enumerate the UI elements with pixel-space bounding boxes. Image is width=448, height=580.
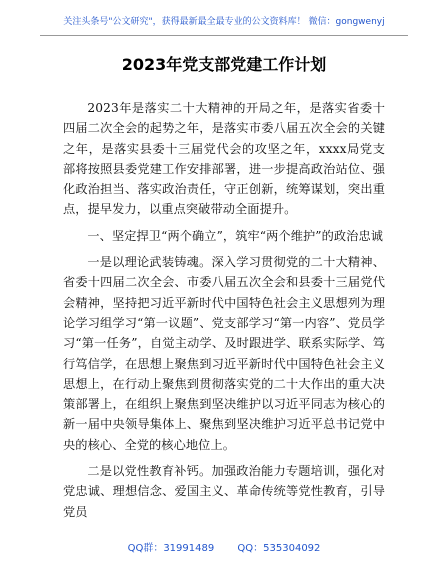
paragraph-point-1: 一是以理论武装铸魂。深入学习贯彻党的二十大精神、省委十四届二次全会、市委八届五次全会和县委十三届党代会精神，坚持把习近平新时代中国特色社会主义思想列为理论学习组学习“第一议题”、党支部学习“第一内容”、党员学习“第一任务”，自觉主动学、及时跟进学、联系实际学、笃行笃信学，在思想上聚焦到习近平新时代中国特色社会主义思想上，在行动上聚焦到贯彻落实党的二十大作出的重大决策部署上，在组织上聚焦到坚决维护以习近平同志为核心的新一届中央领导集体上、聚焦到坚决维护习近平总书记党中央的核心、全党的核心地位上。 (63, 255, 385, 452)
document-body (63, 98, 385, 522)
header-divider (40, 35, 408, 36)
paragraph-intro: 2023年是落实二十大精神的开局之年，是落实省委十四届二次全会的起势之年，是落实市委八届五次全会的关键之年，是落实县委十三届党代会的攻坚之年，xxxx局党支部将按照县委党建工作安排部署，进一步提高政治站位、强化政治担当、落实政治责任，守正创新，统筹谋划，突出重点，提早发力，以重点突破带动全面提升。 (63, 101, 385, 217)
paragraph-point-2: 二是以党性教育补钙。加强政治能力专题培训，强化对党忠诚、理想信念、爱国主义、革命传统等党性教育，引导党员 (63, 464, 385, 519)
section-heading-1: 一、坚定捍卫“两个确立”，筑牢“两个维护”的政治忠诚 (87, 228, 384, 243)
footer (0, 542, 448, 556)
banner-text: 关注头条号"公文研究"，获得最新最全最专业的公文资料库！ 微信：gongwenyj (63, 17, 385, 27)
document-title: 2023年党支部党建工作计划 (121, 55, 327, 74)
top-banner (0, 17, 448, 28)
footer-qq: QQ：535304092 (237, 543, 321, 554)
footer-qq-group: QQ群：31991489 (127, 543, 215, 554)
